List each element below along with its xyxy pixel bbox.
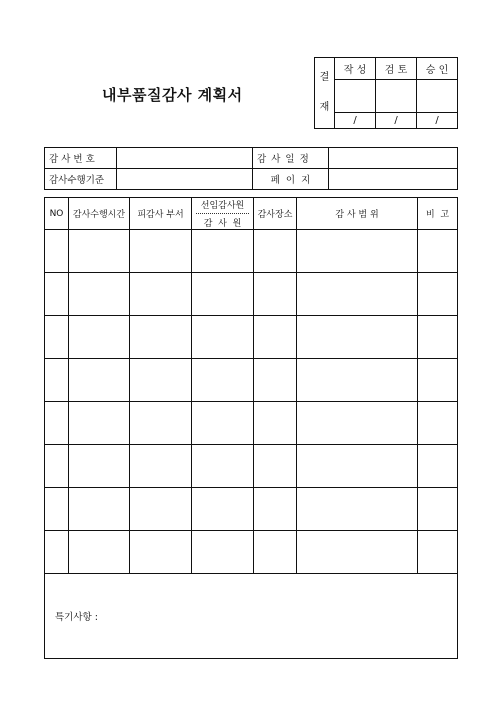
approval-sign-reviewer[interactable] [376, 80, 417, 112]
cell-scope[interactable] [297, 531, 418, 574]
cell-dept[interactable] [130, 445, 192, 488]
audit-plan-table [44, 197, 458, 659]
cell-auditor[interactable] [192, 273, 254, 316]
cell-auditor[interactable] [192, 230, 254, 273]
cell-place[interactable] [254, 402, 297, 445]
header-auditor [192, 198, 254, 230]
header-time: 감사수행시간 [69, 198, 130, 230]
cell-dept[interactable] [130, 488, 192, 531]
cell-dept[interactable] [130, 402, 192, 445]
cell-time[interactable] [69, 445, 130, 488]
approval-side-label-bottom: 재 [319, 102, 330, 113]
cell-scope[interactable] [297, 359, 418, 402]
page-label: 페 이 지 [253, 169, 329, 190]
cell-dept[interactable] [130, 359, 192, 402]
cell-no[interactable] [45, 359, 69, 402]
cell-scope[interactable] [297, 445, 418, 488]
notes-field[interactable] [45, 574, 458, 659]
cell-dept[interactable] [130, 273, 192, 316]
table-row [45, 445, 458, 488]
table-row [45, 402, 458, 445]
cell-time[interactable] [69, 531, 130, 574]
cell-dept[interactable] [130, 316, 192, 359]
cell-auditor[interactable] [192, 316, 254, 359]
notes-row [45, 574, 458, 659]
cell-auditor[interactable] [192, 445, 254, 488]
cell-scope[interactable] [297, 402, 418, 445]
audit-schedule-label: 감 사 일 정 [253, 148, 329, 169]
audit-info-table [44, 147, 458, 190]
cell-place[interactable] [254, 316, 297, 359]
approval-date-writer[interactable]: / [335, 112, 376, 128]
audit-criteria-label: 감사수행기준 [45, 169, 117, 190]
cell-no[interactable] [45, 273, 69, 316]
cell-place[interactable] [254, 230, 297, 273]
approval-col-reviewer: 검 토 [376, 58, 417, 80]
header-dept: 피감사 부서 [130, 198, 192, 230]
page-field[interactable] [329, 169, 458, 190]
cell-scope[interactable] [297, 230, 418, 273]
cell-scope[interactable] [297, 316, 418, 359]
cell-time[interactable] [69, 359, 130, 402]
cell-place[interactable] [254, 531, 297, 574]
document-title: 내부품질감사 계획서 [102, 86, 243, 104]
notes-label: 특기사항 : [55, 612, 98, 623]
approval-col-approver: 승 인 [417, 58, 458, 80]
cell-remarks[interactable] [418, 402, 458, 445]
cell-no[interactable] [45, 230, 69, 273]
header-remarks: 비 고 [418, 198, 458, 230]
table-row [45, 230, 458, 273]
cell-time[interactable] [69, 402, 130, 445]
audit-number-field[interactable] [117, 148, 253, 169]
approval-sign-approver[interactable] [417, 80, 458, 112]
cell-remarks[interactable] [418, 359, 458, 402]
cell-no[interactable] [45, 402, 69, 445]
cell-time[interactable] [69, 230, 130, 273]
cell-no[interactable] [45, 316, 69, 359]
cell-auditor[interactable] [192, 402, 254, 445]
cell-remarks[interactable] [418, 488, 458, 531]
table-row [45, 488, 458, 531]
cell-dept[interactable] [130, 230, 192, 273]
audit-criteria-field[interactable] [117, 169, 253, 190]
table-row [45, 531, 458, 574]
audit-schedule-field[interactable] [329, 148, 458, 169]
header-scope: 감 사 범 위 [297, 198, 418, 230]
header-auditor-member: 감 사 원 [203, 219, 242, 229]
cell-auditor[interactable] [192, 359, 254, 402]
cell-place[interactable] [254, 488, 297, 531]
cell-auditor[interactable] [192, 488, 254, 531]
cell-no[interactable] [45, 531, 69, 574]
approval-side-label [315, 58, 335, 129]
approval-date-reviewer[interactable]: / [376, 112, 417, 128]
approval-col-writer: 작 성 [335, 58, 376, 80]
cell-no[interactable] [45, 445, 69, 488]
approval-date-approver[interactable]: / [417, 112, 458, 128]
cell-time[interactable] [69, 488, 130, 531]
cell-time[interactable] [69, 273, 130, 316]
audit-number-label: 감 사 번 호 [45, 148, 117, 169]
cell-remarks[interactable] [418, 273, 458, 316]
cell-no[interactable] [45, 488, 69, 531]
cell-dept[interactable] [130, 531, 192, 574]
cell-place[interactable] [254, 359, 297, 402]
table-row [45, 273, 458, 316]
table-row [45, 316, 458, 359]
table-row [45, 359, 458, 402]
cell-place[interactable] [254, 273, 297, 316]
cell-scope[interactable] [297, 273, 418, 316]
cell-auditor[interactable] [192, 531, 254, 574]
cell-place[interactable] [254, 445, 297, 488]
cell-remarks[interactable] [418, 316, 458, 359]
approval-sign-writer[interactable] [335, 80, 376, 112]
header-place: 감사장소 [254, 198, 297, 230]
cell-time[interactable] [69, 316, 130, 359]
approval-box [314, 57, 458, 129]
cell-remarks[interactable] [418, 230, 458, 273]
header-no: NO [45, 198, 69, 230]
approval-side-label-top: 결 [319, 72, 330, 83]
header-lead-auditor: 선임감사원 [196, 198, 249, 214]
cell-scope[interactable] [297, 488, 418, 531]
cell-remarks[interactable] [418, 445, 458, 488]
cell-remarks[interactable] [418, 531, 458, 574]
